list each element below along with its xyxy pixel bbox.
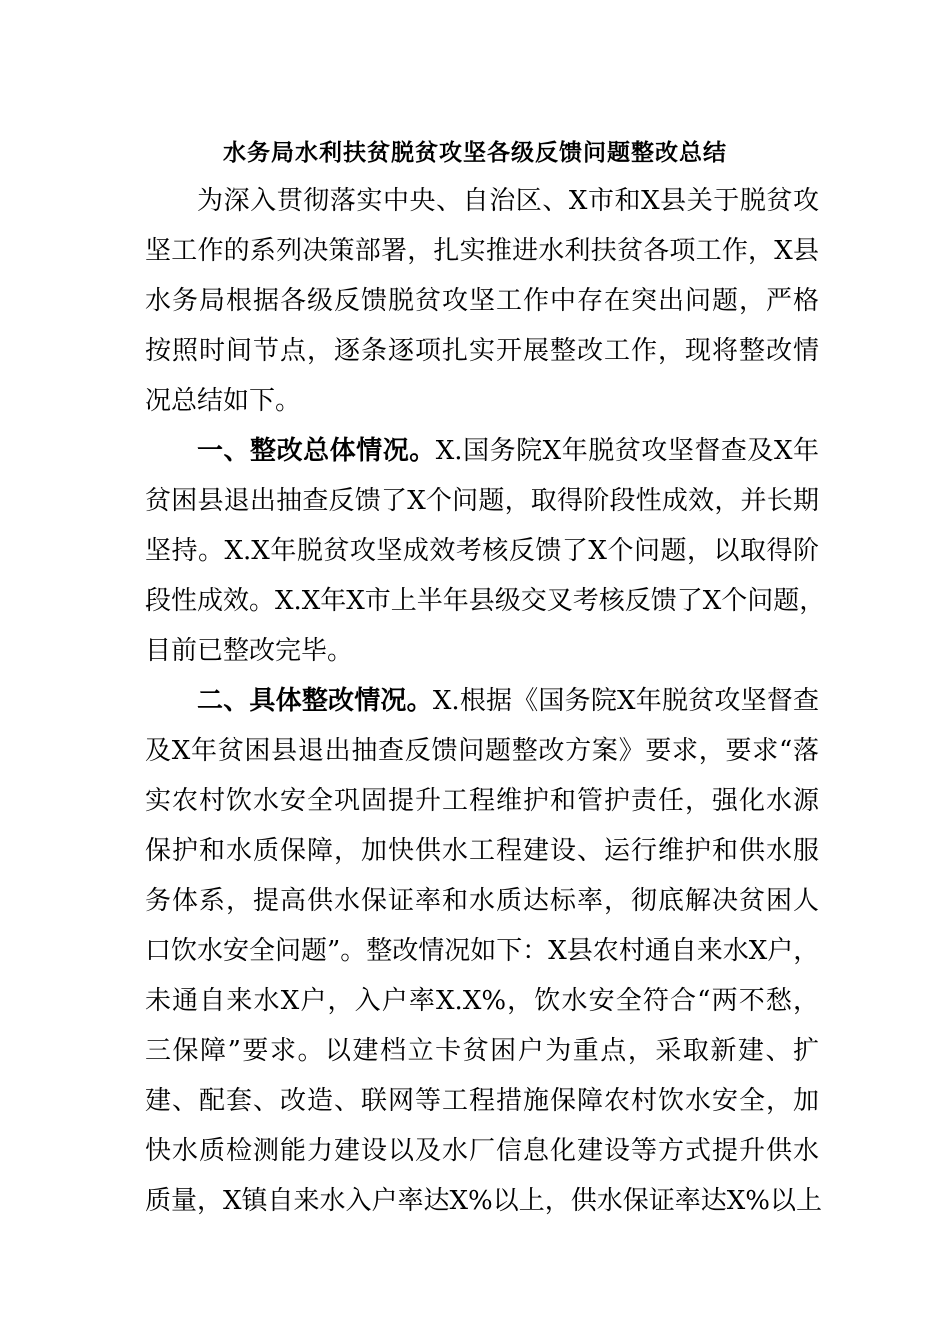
paragraph-2-line-2: 贫困县退出抽查反馈了X个问题，取得阶段性成效，并长期	[145, 486, 819, 516]
paragraph-2-line-3: 坚持。X.X年脱贫攻坚成效考核反馈了X个问题，以取得阶	[145, 536, 819, 566]
paragraph-1-line-3: 水务局根据各级反馈脱贫攻坚工作中存在突出问题，严格	[145, 286, 819, 316]
paragraph-3-line-6: 口饮水安全问题”。整改情况如下：X县农村通自来水X户，	[145, 936, 820, 966]
paragraph-2-line-1-text: X.国务院X年脱贫攻坚督查及X年	[435, 436, 819, 466]
paragraph-1-line-1: 为深入贯彻落实中央、自治区、X市和X县关于脱贫攻	[197, 186, 819, 216]
paragraph-3-line-10: 快水质检测能力建设以及水厂信息化建设等方式提升供水	[145, 1136, 819, 1166]
paragraph-3-line-8: 三保障”要求。以建档立卡贫困户为重点，采取新建、扩	[145, 1036, 819, 1066]
paragraph-3-line-4: 保护和水质保障，加快供水工程建设、运行维护和供水服	[145, 836, 819, 866]
paragraph-3-line-3: 实农村饮水安全巩固提升工程维护和管护责任，强化水源	[145, 786, 819, 816]
paragraph-3-line-9: 建、配套、改造、联网等工程措施保障农村饮水安全，加	[145, 1086, 819, 1116]
paragraph-2-line-1	[197, 426, 819, 476]
paragraph-2-line-5: 目前已整改完毕。	[145, 636, 354, 666]
paragraph-1-line-2: 坚工作的系列决策部署，扎实推进水利扶贫各项工作，X县	[145, 236, 819, 266]
paragraph-1-line-5: 况总结如下。	[145, 386, 302, 416]
section-heading-2: 二、具体整改情况。	[197, 686, 433, 716]
section-heading-1: 一、整改总体情况。	[197, 436, 436, 466]
paragraph-3-line-2: 及X年贫困县退出抽查反馈问题整改方案》要求，要求“落	[145, 736, 819, 766]
paragraph-3-line-11: 质量，X镇自来水入户率达X%以上，供水保证率达X%以上	[145, 1186, 822, 1216]
paragraph-3-line-1-text: X.根据《国务院X年脱贫攻坚督查	[432, 686, 819, 716]
paragraph-3-line-5: 务体系，提高供水保证率和水质达标率，彻底解决贫困人	[145, 886, 819, 916]
paragraph-3-line-7: 未通自来水X户，入户率X.X%，饮水安全符合“两不愁，	[145, 986, 819, 1016]
paragraph-2-line-4: 段性成效。X.X年X市上半年县级交叉考核反馈了X个问题，	[145, 586, 826, 616]
paragraph-1-line-4: 按照时间节点，逐条逐项扎实开展整改工作，现将整改情	[145, 336, 819, 366]
document-title: 水务局水利扶贫脱贫攻坚各级反馈问题整改总结	[223, 139, 727, 166]
paragraph-3-line-1	[197, 676, 819, 726]
